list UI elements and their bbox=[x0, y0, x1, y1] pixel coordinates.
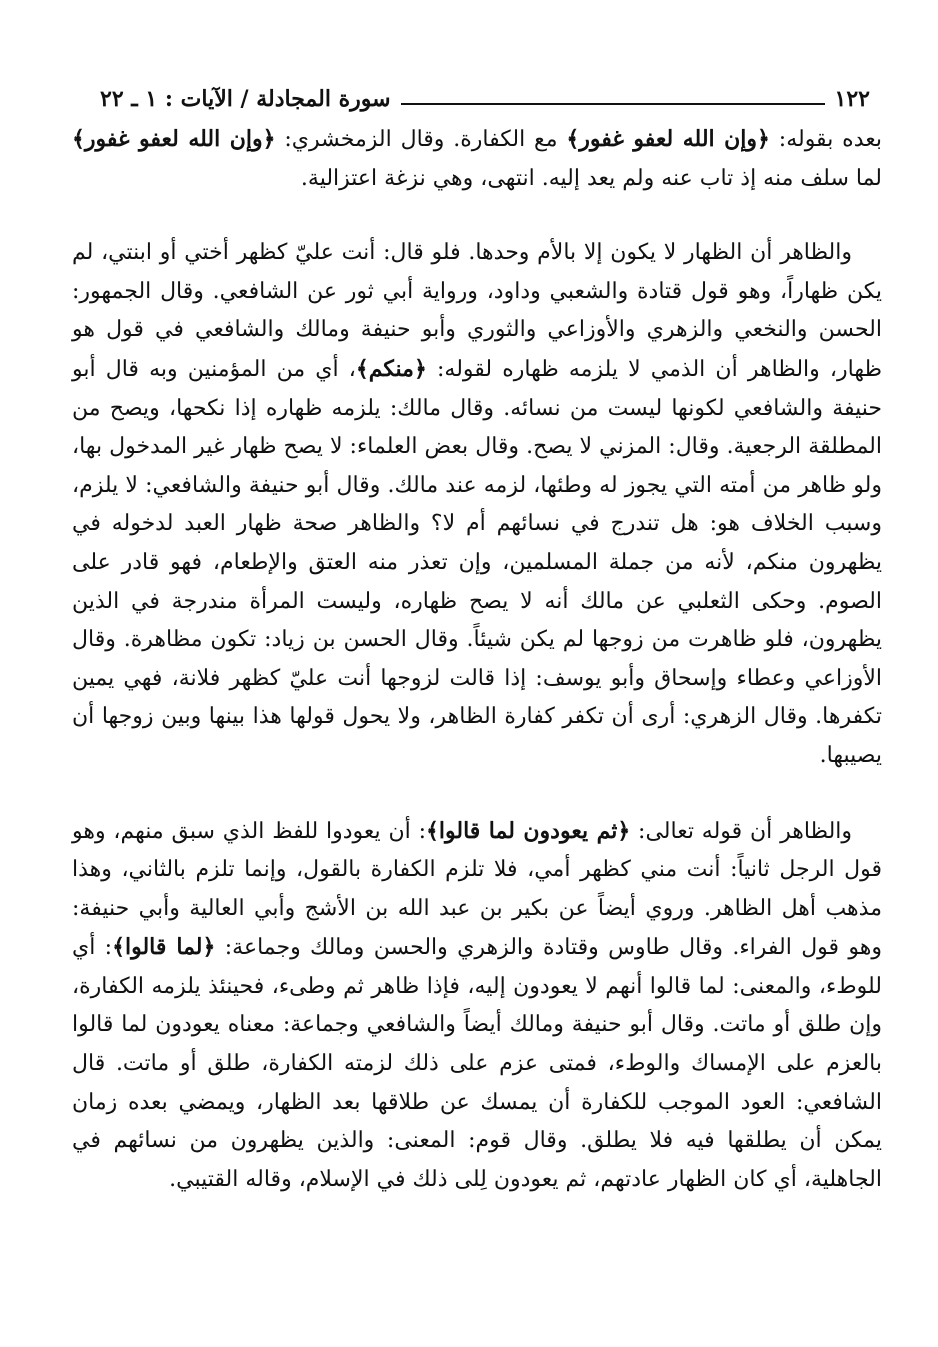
text-segment: والظاهر أن قوله تعالى: bbox=[630, 818, 853, 844]
quran-quote: ﴿ثم يعودون لما قالوا﴾ bbox=[426, 817, 631, 844]
text-segment: : أن يعودوا للفظ الذي سبق منهم، وهو قول الرجل ثانياً: أنت مني كظهر أمي، فلا تلزم الكفارة بالقول، وإنما تلزم بالثاني، وهذا مذهب أهل الظاهر. وروي أيضاً عن بكير بن عبد الله بن الأشج وأبي العالية وأبي حنيفة: وهو قول الفراء. وقال طاوس وقتادة والزهري والحسن ومالك وجماعة: bbox=[72, 818, 882, 961]
text-segment: والظاهر أن الظهار لا يكون إلا بالأم وحدها. فلو قال: أنت عليّ كظهر أختي أو ابنتي، لم يكن ظهاراً، وهو قول قتادة والشعبي وداود، ورواية أبي ثور عن الشافعي. وقال الجمهور: الحسن والنخعي والزهري والأوزاعي والثوري وأبو حنيفة ومالك والشافعي في قول هو ظهار، والظاهر أن الذمي لا يلزمه ظهاره لقوله: bbox=[72, 240, 882, 382]
quran-quote: ﴿وإن الله لعفو غفور﴾ bbox=[72, 126, 276, 152]
paragraph bbox=[72, 234, 882, 775]
page-body bbox=[72, 120, 882, 1199]
text-segment: : أي للوطء، والمعنى: لما قالوا أنهم لا يعودون إليه، فإذا ظاهر ثم وطىء، فحينئذ يلزمه الكفارة، وإن طلق أو ماتت. وقال أبو حنيفة ومالك أيضاً والشافعي وجماعة: معناه يعودون لما قالوا بالعزم على الإمساك والوطء، فمتى عزم على ذلك لزمته الكفارة، طلق أو ماتت. قال الشافعي: العود الموجب للكفارة أن يمسك عن طلاقها بعد الظهار، ويمضي بعده زمان يمكن أن يطلقها فيه فلا يطلق. وقال قوم: المعنى: والذين يظهرون من نسائهم في الجاهلية، أي كان الظهار عادتهم، ثم يعودون لِلى ذلك في الإسلام، وقاله القتيبي. bbox=[72, 935, 882, 1192]
paragraph bbox=[72, 812, 882, 1200]
quran-quote: ﴿لما قالوا﴾ bbox=[112, 934, 216, 961]
page-number: ١٢٢ bbox=[834, 86, 870, 112]
quran-quote: ﴿منكم﴾ bbox=[355, 355, 427, 382]
sura-title: سورة المجادلة / الآيات : ١ ـ ٢٢ bbox=[100, 86, 391, 112]
text-segment: لما سلف منه إذ تاب عنه ولم يعد إليه. انتهى، وهي نزغة اعتزالية. bbox=[300, 165, 882, 191]
text-segment: مع الكفارة. وقال الزمخشري: bbox=[275, 127, 567, 152]
header-rule bbox=[401, 103, 825, 105]
text-segment: ، أي من المؤمنين وبه قال أبو حنيفة والشافعي لكونها ليست من نسائه. وقال مالك: يلزمه ظهاره إذا نكحها، ويصح من المطلقة الرجعية. وقال: المزني لا يصح. وقال بعض العلماء: لا يصح ظهار غير المدخول بها، ولو ظاهر من أمته التي يجوز له وطئها، لزمه عند مالك. وقال أبو حنيفة والشافعي: لا يلزم، وسبب الخلاف هو: هل تندرج في نسائهم أم لا؟ والظاهر صحة ظهار العبد لدخوله في يظهرون منكم، لأنه من جملة المسلمين، وإن تعذر منه العتق والإطعام، فهو قادر على الصوم. وحكى الثعلبي عن مالك أنه لا يصح ظهاره، وليست المرأة مندرجة في الذين يظهرون، فلو ظاهرت من زوجها لم يكن شيئاً. وقال الحسن بن زياد: تكون مظاهرة. وقال الأوزاعي وعطاء وإسحاق وأبو يوسف: إذا قالت لزوجها أنت عليّ كظهر فلانة، فهي يمين تكفرها. وقال الزهري: أرى أن تكفر كفارة الظاهر، ولا يحول قولها هذا بينها وبين زوجها أن يصيبها. bbox=[72, 356, 882, 768]
paragraph bbox=[72, 120, 882, 198]
text-segment: بعده بقوله: bbox=[769, 127, 882, 152]
quran-quote: ﴿وإن الله لعفو غفور﴾ bbox=[566, 126, 770, 152]
page-header bbox=[100, 78, 870, 112]
